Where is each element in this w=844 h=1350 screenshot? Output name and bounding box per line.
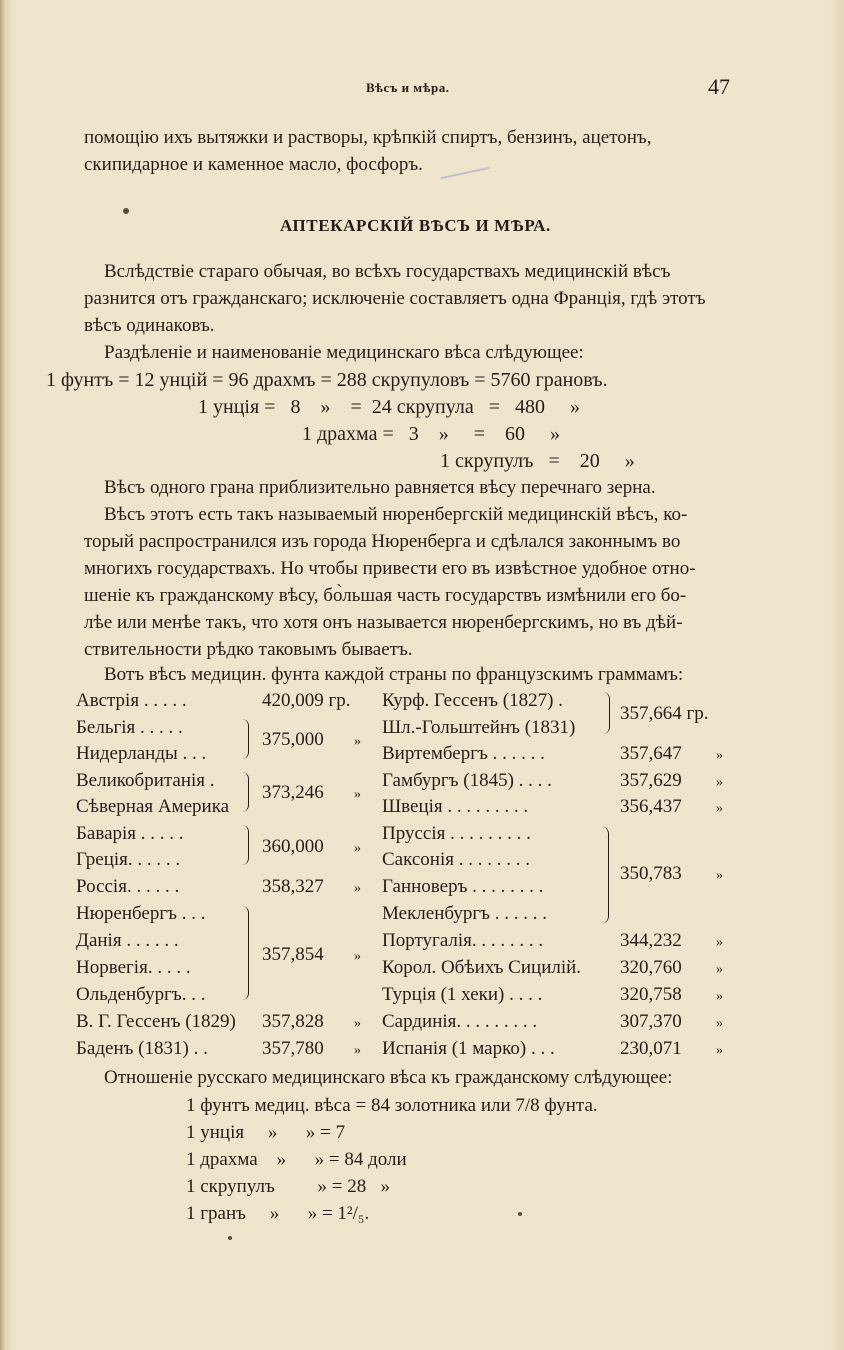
ditto-mark: »	[354, 1016, 361, 1031]
section-heading: АПТЕКАРСКІЙ ВѢСЪ И МѢРА.	[280, 216, 551, 235]
country-name: Португалія. . . . . . . .	[382, 930, 544, 951]
country-name: Нюренбергъ . . .	[76, 903, 206, 924]
grouping-brace	[603, 692, 610, 734]
country-name: Великобританія .	[76, 770, 215, 791]
country-name: Бельгія . . . . .	[76, 717, 183, 738]
country-name: Испанія (1 марко) . . .	[382, 1038, 555, 1059]
relation-line: 1 гранъ » » = 1²/₅.	[186, 1203, 370, 1224]
country-name: Виртембергъ . . . . . .	[382, 743, 545, 764]
text-line: торый распространился изъ города Нюренберга и сдѣлался законнымъ во	[84, 531, 681, 552]
text-line: ствительности рѣдко таковымъ бываетъ.	[84, 639, 413, 660]
weight-value: 350,783	[620, 863, 682, 884]
country-name: В. Г. Гессенъ (1829)	[76, 1011, 236, 1032]
grouping-brace	[242, 719, 249, 759]
ditto-mark: »	[716, 1016, 723, 1031]
text-line: Вѣсъ этотъ есть такъ называемый нюренбергскій медицинскій вѣсъ, ко-	[104, 504, 688, 525]
ditto-mark: »	[716, 748, 723, 763]
relation-line: 1 фунтъ медиц. вѣса = 84 золотника или 7/8 фунта.	[186, 1095, 598, 1116]
weight-value: 320,758	[620, 984, 682, 1005]
ditto-mark: »	[354, 881, 361, 896]
text-line: Раздѣленіе и наименованіе медицинскаго вѣса слѣдующее:	[104, 342, 584, 363]
division-line: 1 фунтъ = 12 унцій = 96 драхмъ = 288 скрупуловъ = 5760 грановъ.	[46, 369, 608, 391]
text-line: многихъ государствахъ. Но чтобы привести его въ извѣстное удобное отно-	[84, 558, 696, 579]
weight-value: 373,246	[262, 782, 324, 803]
relation-line: 1 скрупулъ » = 28 »	[186, 1176, 391, 1197]
ditto-mark: »	[354, 734, 361, 749]
weight-value: 357,780	[262, 1038, 324, 1059]
page-binding-edge	[0, 0, 6, 1350]
relation-line: 1 унція » » = 7	[186, 1122, 346, 1143]
country-name: Баденъ (1831) . .	[76, 1038, 208, 1059]
division-line: 1 драхма = 3 » = 60 »	[302, 423, 561, 445]
division-line: 1 скрупулъ = 20 »	[440, 450, 635, 472]
country-name: Швеція . . . . . . . . .	[382, 796, 529, 817]
ditto-mark: »	[716, 868, 723, 883]
grouping-brace	[600, 826, 609, 924]
country-name: Сардинія. . . . . . . . .	[382, 1011, 538, 1032]
country-name: Баварія . . . . .	[76, 823, 184, 844]
grouping-brace	[242, 772, 249, 812]
text-line: Вѣсъ одного грана приблизительно равняется вѣсу перечнаго зерна.	[104, 477, 656, 498]
ditto-mark: »	[716, 962, 723, 977]
division-line: 1 унція = 8 » = 24 скрупула = 480 »	[198, 396, 581, 418]
country-name: Греція. . . . . .	[76, 849, 181, 870]
country-name: Норвегія. . . . .	[76, 957, 191, 978]
weight-value: 320,760	[620, 957, 682, 978]
weight-value: 344,232	[620, 930, 682, 951]
country-name: Корол. Обѣихъ Сицилій.	[382, 957, 582, 978]
country-name: Мекленбургъ . . . . . .	[382, 903, 547, 924]
ditto-mark: »	[354, 841, 361, 856]
text-line: помощію ихъ вытяжки и растворы, крѣпкій спиртъ, бензинъ, ацетонъ,	[84, 127, 652, 148]
weight-value: 358,327	[262, 876, 324, 897]
country-name: Ганноверъ . . . . . . . .	[382, 876, 544, 897]
ditto-mark: »	[716, 801, 723, 816]
running-header: Вѣсъ и мѣра.	[366, 80, 450, 95]
weight-value: 307,370	[620, 1011, 682, 1032]
weight-value: 357,629	[620, 770, 682, 791]
country-name: Шл.-Гольштейнъ (1831)	[382, 717, 576, 738]
ditto-mark: »	[354, 787, 361, 802]
ditto-mark: »	[716, 775, 723, 790]
weight-value: 230,071	[620, 1038, 682, 1059]
country-name: Ольденбургъ. . .	[76, 984, 206, 1005]
text-line: Вслѣдствіе стараго обычая, во всѣхъ государствахъ медицинскій вѣсъ	[104, 261, 671, 282]
weight-value: 420,009 гр.	[262, 690, 351, 711]
text-line: разнится отъ гражданскаго; исключеніе составляетъ одна Франція, гдѣ этотъ	[84, 288, 706, 309]
text-line: лѣе или менѣе такъ, что хотя онъ называется нюренбергскимъ, но въ дѣй-	[84, 612, 683, 633]
country-name: Турція (1 хеки) . . . .	[382, 984, 543, 1005]
ink-dot	[518, 1212, 522, 1216]
country-name: Сѣверная Америка	[76, 796, 230, 817]
ditto-mark: »	[354, 949, 361, 964]
country-name: Россія. . . . . .	[76, 876, 180, 897]
weight-value: 357,664 гр.	[620, 703, 709, 724]
ditto-mark: »	[354, 1043, 361, 1058]
weight-value: 357,647	[620, 743, 682, 764]
page-number: 47	[708, 74, 730, 99]
ditto-mark: »	[716, 1043, 723, 1058]
text-line: Вотъ вѣсъ медицин. фунта каждой страны по французскимъ граммамъ:	[104, 664, 684, 685]
country-name: Нидерланды . . .	[76, 743, 207, 764]
pencil-mark	[440, 167, 489, 179]
country-name: Гамбургъ (1845) . . . .	[382, 770, 552, 791]
text-line: вѣсъ одинаковъ.	[84, 315, 215, 336]
weight-value: 357,828	[262, 1011, 324, 1032]
ink-dot	[123, 208, 129, 214]
weight-value: 356,437	[620, 796, 682, 817]
country-name: Курф. Гессенъ (1827) .	[382, 690, 563, 711]
ink-dot	[228, 1236, 232, 1240]
relation-line: 1 драхма » » = 84 доли	[186, 1149, 407, 1170]
ditto-mark: »	[716, 989, 723, 1004]
country-name: Данія . . . . . .	[76, 930, 179, 951]
text-line: скипидарное и каменное масло, фосфоръ.	[84, 154, 423, 175]
country-name: Саксонія . . . . . . . .	[382, 849, 530, 870]
ditto-mark: »	[716, 935, 723, 950]
country-name: Пруссія . . . . . . . . .	[382, 823, 531, 844]
text-line: Отношеніе русскаго медицинскаго вѣса къ гражданскому слѣдующее:	[104, 1067, 673, 1088]
weight-value: 360,000	[262, 836, 324, 857]
country-name: Австрія . . . . .	[76, 690, 187, 711]
grouping-brace	[242, 825, 249, 865]
text-line: шеніе къ гражданскому вѣсу, бо̀льшая часть государствъ измѣнили его бо-	[84, 585, 687, 606]
grouping-brace	[242, 906, 249, 1000]
weight-value: 375,000	[262, 729, 324, 750]
weight-value: 357,854	[262, 944, 324, 965]
